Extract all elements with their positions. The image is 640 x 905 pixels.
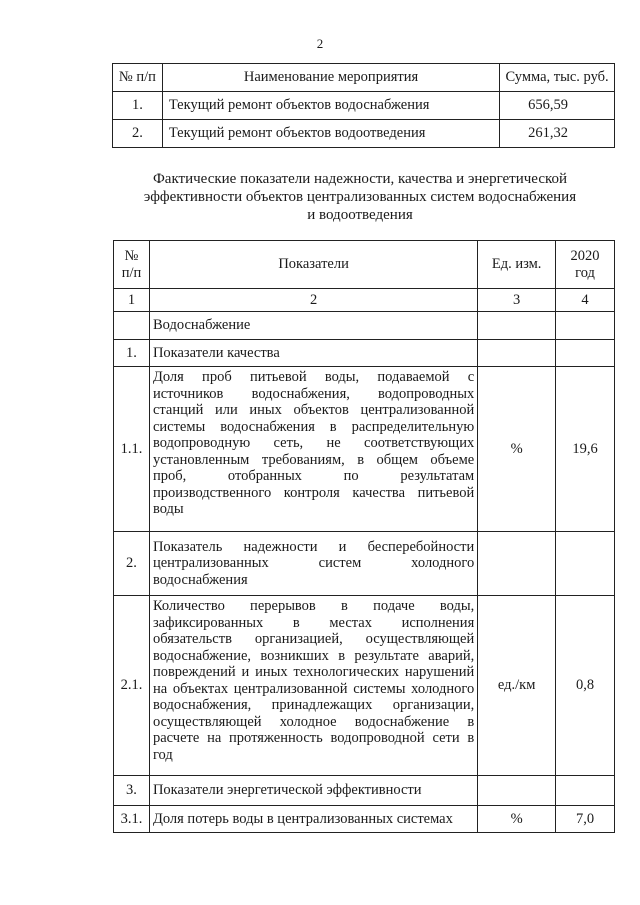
header-num: № п/п [114,241,150,289]
header-unit: Ед. изм. [478,241,556,289]
row-value [556,776,615,806]
heading-line: Фактические показатели надежности, качества и энергетической [152,171,568,187]
row-num: 1. [113,92,163,120]
row-unit: % [478,367,556,532]
table-row [114,532,615,596]
row-num: 1.1. [114,367,150,532]
header-sum: Сумма, тыс. руб. [500,64,615,92]
section-label: Водоснабжение [149,312,477,340]
row-text: Количество перерывов в подаче воды, зафиксированных в местах исполнения обязательств организацией, осуществляющей водоснабжение, возникших в результате аварий, повреждений и иных технологических нарушений на объектах централизованной системы холодного водоснабжения, принадлежащих организации, осуществляющей холодное водоснабжение в расчете на протяженность водопроводной сети в год [149,596,477,776]
row-name: Текущий ремонт объектов водоснабжения [162,92,499,120]
row-unit [478,776,556,806]
row-value: 7,0 [556,806,615,833]
col-number: 1 [114,289,150,312]
header-name: Наименование мероприятия [162,64,499,92]
row-num: 3. [114,776,150,806]
row-unit [478,532,556,596]
table-row [114,596,615,776]
row-unit: ед./км [478,596,556,776]
col-number: 3 [478,289,556,312]
row-num: 3.1. [114,806,150,833]
row-sum: 656,59 [500,92,615,120]
row-value [556,340,615,367]
table-row [113,120,615,148]
header-num: № п/п [113,64,163,92]
cell-empty [556,312,615,340]
table-header-row [113,64,615,92]
heading-line: и водоотведения [307,207,413,223]
section-row [114,312,615,340]
table-header-row [114,241,615,289]
header-year: 2020 год [556,241,615,289]
row-value: 19,6 [556,367,615,532]
table-row [114,806,615,833]
table-row [113,92,615,120]
column-numbers-row [114,289,615,312]
row-num: 2. [114,532,150,596]
header-indicator: Показатели [149,241,477,289]
row-num: 1. [114,340,150,367]
row-name: Текущий ремонт объектов водоотведения [162,120,499,148]
row-unit [478,340,556,367]
col-number: 2 [149,289,477,312]
row-unit: % [478,806,556,833]
row-num: 2.1. [114,596,150,776]
heading-line: эффективности объектов централизованных систем водоснабжения [143,189,577,205]
cell-empty [114,312,150,340]
row-num: 2. [113,120,163,148]
table-row [114,367,615,532]
row-value: 0,8 [556,596,615,776]
indicators-table [113,240,615,833]
table-row [114,776,615,806]
row-text: Доля проб питьевой воды, подаваемой с источников водоснабжения, водопроводных станций или иных объектов централизованной системы водоснабжения в распределительную водопроводную сеть, не соответствующих установленным требованиям, в общем объеме проб, отобранных по результатам производственного контроля качества питьевой воды [149,367,477,532]
row-text: Показатели энергетической эффективности [149,776,477,806]
row-text: Показатель надежности и бесперебойности централизованных систем холодного водоснабжения [149,532,477,596]
row-text: Доля потерь воды в централизованных системах [149,806,477,833]
page-number: 2 [316,36,324,51]
row-text: Показатели качества [149,340,477,367]
row-value [556,532,615,596]
row-sum: 261,32 [500,120,615,148]
section-heading [100,170,620,224]
col-number: 4 [556,289,615,312]
measures-table [112,63,615,148]
cell-empty [478,312,556,340]
table-row [114,340,615,367]
